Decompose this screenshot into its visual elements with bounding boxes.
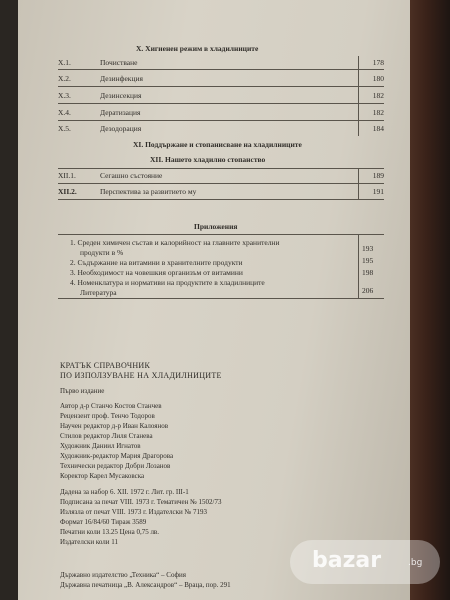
print-detail-line: Печатни коли 13.25 Цена 0,75 лв.: [60, 528, 159, 536]
credit-line: Научен редактор д-р Иван Калоянов: [60, 422, 169, 430]
toc-row-number: X.3.: [58, 91, 71, 100]
credit-line: Автор д-р Станчо Костов Станчев: [60, 402, 162, 410]
section-xii-heading: XII. Нашето хладилно стопанство: [150, 155, 266, 164]
appendix-page: 195: [362, 256, 374, 265]
credit-line: Художник-редактор Мария Драгорова: [60, 452, 174, 460]
appendix-page: 198: [362, 268, 374, 277]
rule: [58, 69, 384, 70]
toc-row-title: Дезинфекция: [100, 74, 143, 83]
publisher-line: Държавно издателство „Техника“ – София: [60, 571, 186, 579]
edition: Първо издание: [60, 387, 105, 395]
credit-line: Стилов редактор Лиля Станева: [60, 432, 153, 440]
appendix-page: 193: [362, 244, 374, 253]
toc-row-number: X.1.: [58, 58, 71, 67]
toc-row-title: Перспектива за развитието му: [100, 187, 197, 196]
rule: [58, 86, 384, 87]
toc-row-number: XII.1.: [58, 171, 76, 180]
appendix-item: 2. Съдържание на витамини в хранителните продукти: [70, 258, 243, 267]
toc-row-title: Дезинсекция: [100, 91, 142, 100]
print-detail-line: Издателски коли 11: [60, 538, 119, 546]
rule: [58, 234, 384, 235]
section-x-heading: X. Хигиенен режим в хладилниците: [136, 44, 259, 53]
toc-row-title: Дератизация: [100, 108, 141, 117]
credit-line: Художник Даниил Игнатов: [60, 442, 141, 450]
book-cover-edge: [410, 0, 450, 600]
rule: [58, 168, 384, 169]
toc-row-page: 184: [372, 124, 384, 133]
rule: [58, 199, 384, 200]
toc-row-page: 189: [372, 171, 384, 180]
toc-row-page: 178: [372, 58, 384, 67]
credit-line: Технически редактор Добри Лозанов: [60, 462, 171, 470]
toc-row-page: 182: [372, 91, 384, 100]
toc-row: [18, 91, 410, 102]
column-divider: [358, 168, 359, 199]
watermark-brand: bazar: [312, 548, 382, 573]
toc-row-title: Почистване: [100, 58, 138, 67]
toc-row-page: 180: [372, 74, 384, 83]
credit-line: Рецензент проф. Тенчо Тодоров: [60, 412, 155, 420]
section-xi-heading: XI. Поддържане и стопанисване на хладилниците: [133, 140, 302, 149]
toc-row-page: 191: [372, 187, 384, 196]
appendix-page: 206: [362, 286, 374, 295]
toc-row-number: XII.2.: [58, 187, 77, 196]
toc-row: [18, 171, 410, 182]
print-detail-line: Формат 16/84/60 Тираж 3589: [60, 518, 147, 526]
print-detail-line: Излязла от печат VIII. 1973 г. Издателски № 7193: [60, 508, 207, 516]
rule: [58, 183, 384, 184]
column-divider: [358, 234, 359, 298]
watermark-tld: .bg: [408, 558, 423, 568]
credit-line: Коректор Карел Мусаковска: [60, 472, 145, 480]
rule: [58, 103, 384, 104]
rule: [58, 298, 384, 299]
toc-row-number: X.4.: [58, 108, 71, 117]
toc-row: [18, 187, 410, 198]
column-divider: [358, 56, 359, 136]
appendix-item: 3. Необходимост на човешкия организъм от витамини: [70, 268, 243, 277]
rule: [58, 120, 384, 121]
appendix-item: 1. Среден химичен състав и калорийност на главните хранителни: [70, 238, 280, 247]
appendix-heading: Приложения: [194, 222, 238, 231]
print-detail-line: Дадена за набор 6. XII. 1972 г. Лит. гр. III-1: [60, 488, 189, 496]
book-page: [18, 0, 410, 600]
appendix-item-continued: продукти в %: [80, 248, 124, 257]
print-detail-line: Подписана за печат VIII. 1973 г. Тематичен № 1502/73: [60, 498, 222, 506]
appendix-item: Литература: [80, 288, 117, 297]
toc-row: [18, 108, 410, 119]
appendix-item: 4. Номенклатура и нормативи на продуктите в хладилниците: [70, 278, 265, 287]
toc-row: [18, 58, 410, 69]
toc-row-number: X.2.: [58, 74, 71, 83]
book-title-line2: ПО ИЗПОЛЗУВАНЕ НА ХЛАДИЛНИЦИТЕ: [60, 371, 222, 380]
toc-row-title: Дезодорация: [100, 124, 142, 133]
toc-row-page: 182: [372, 108, 384, 117]
printer-line: Държавна печатница „В. Александров“ – Враца, пор. 291: [60, 581, 231, 589]
toc-row-number: X.5.: [58, 124, 71, 133]
toc-row: [18, 124, 410, 135]
book-title-line1: КРАТЪК СПРАВОЧНИК: [60, 361, 151, 370]
toc-row-title: Сегашно състояние: [100, 171, 163, 180]
toc-row: [18, 74, 410, 85]
